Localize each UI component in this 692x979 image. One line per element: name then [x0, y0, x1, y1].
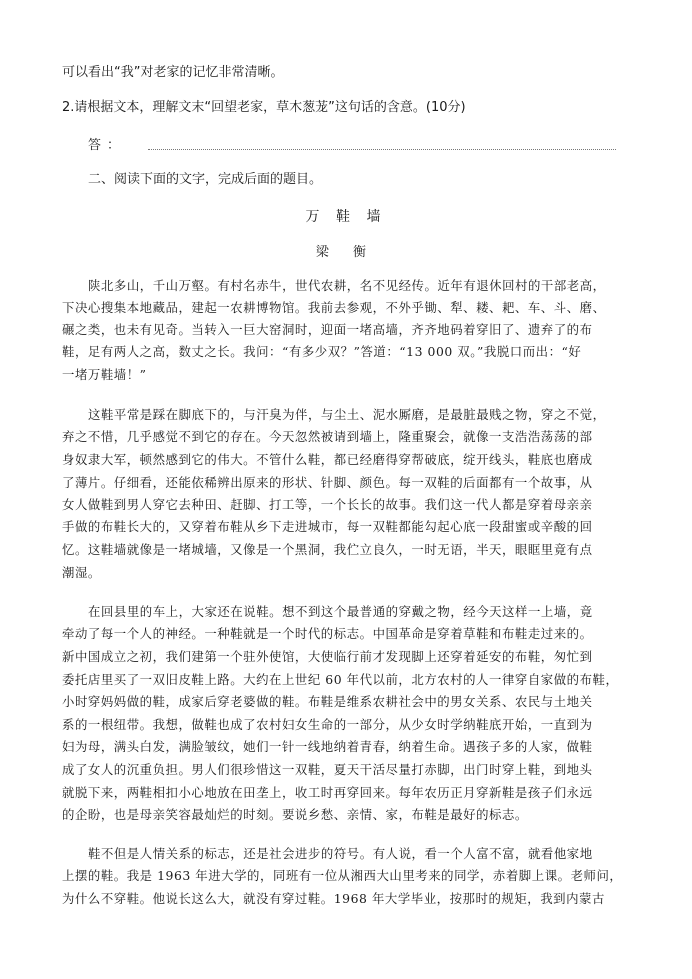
article-line: 鞋，足有两人之高，数丈之长。我问：“有多少双？”答道：“13 000 双。”我脱口而出：“好: [62, 344, 582, 359]
article-line: 牵动了每一个人的神经。一种鞋就是一个时代的标志。中国革命是穿着草鞋和布鞋走过来的。: [62, 626, 593, 641]
article-line: 下决心搜集本地藏品，建起一农耕博物馆。我前去参观，不外乎锄、犁、耧、耙、车、斗、磨、: [62, 300, 606, 315]
answer-label: 答：: [88, 137, 127, 153]
article-line: 弃之不惜，几乎感觉不到它的存在。今天忽然被请到墙上，隆重聚会，就像一支浩浩荡荡的部: [62, 429, 593, 444]
article-line: 委托店里买了一双旧皮鞋上路。大约在上世纪 60 年代以前，北方农村的人一律穿自家做的布鞋，: [62, 672, 619, 687]
article-line: 新中国成立之初，我们建第一个驻外使馆，大使临行前才发现脚上还穿着延安的布鞋，匆忙到: [62, 649, 593, 664]
section-2-heading: 二、阅读下面的文字，完成后面的题目。: [88, 172, 323, 187]
article-line: 手做的布鞋长大的，又穿着布鞋从乡下走进城市，每一双鞋都能勾起心底一段甜蜜或辛酸的回: [62, 519, 593, 534]
article-line: 潮湿。: [62, 565, 101, 580]
article-line: 就脱下来，两鞋相扣小心地放在田垄上，收工时再穿回来。每年农历正月穿新鞋是孩子们永远: [62, 785, 593, 800]
article-line: 小时穿妈妈做的鞋，成家后穿老婆做的鞋。布鞋是维系农耕社会中的男女关系、农民与土地关: [62, 694, 593, 709]
previous-answer-line: 可以看出“我”对老家的记忆非常清晰。: [62, 65, 284, 80]
question-2: 2.请根据文本，理解文末“回望老家，草木葱茏”这句话的含意。(10分): [62, 100, 466, 115]
article-line: 为什么不穿鞋。他说长这么大，就没有穿过鞋。1968 年大学毕业，按那时的规矩，我到内蒙古: [62, 891, 605, 906]
article-line: 陕北多山，千山万壑。有村名赤牛，世代农耕，名不见经传。近年有退休回村的干部老高，: [88, 278, 606, 293]
article-line: 的企盼，也是母亲笑容最灿烂的时刻。要说乡愁、亲情、家，布鞋是最好的标志。: [62, 807, 528, 822]
article-line: 妇为母，满头白发，满脸皱纹，她们一针一线地纳着青春，纳着生命。遇孩子多的人家，做鞋: [62, 739, 593, 754]
answer-area: [88, 134, 616, 152]
article-line: 了薄片。仔细看，还能依稀辨出原来的形状、针脚、颜色。每一双鞋的后面都有一个故事，从: [62, 475, 593, 490]
article-line: 忆。这鞋墙就像是一堵城墙，又像是一个黑洞，我伫立良久，一时无语，半天，眼眶里竟有点: [62, 542, 593, 557]
article-line: 一堵万鞋墙！”: [62, 367, 147, 382]
article-line: 系的一根纽带。我想，做鞋也成了农村妇女生命的一部分，从少女时学纳鞋底开始，一直到为: [62, 717, 593, 732]
answer-blank-line[interactable]: [148, 137, 616, 150]
article-line: 成了女人的沉重负担。男人们很珍惜这一双鞋，夏天干活尽量打赤脚，出门时穿上鞋，到地头: [62, 762, 593, 777]
article-title: 万 鞋 墙: [305, 209, 387, 225]
article-line: 在回县里的车上，大家还在说鞋。想不到这个最普通的穿戴之物，经今天这样一上墙，竟: [88, 604, 593, 619]
article-line: 上摆的鞋。我是 1963 年进大学的，同班有一位从湘西大山里考来的同学，赤着脚上课。老师问，: [62, 868, 623, 883]
article-line: 鞋不但是人情关系的标志，还是社会进步的符号。有人说，看一个人富不富，就看他家地: [88, 846, 593, 861]
article-author: 梁 衡: [315, 245, 377, 260]
article-line: 这鞋平常是踩在脚底下的，与汗臭为伴，与尘土、泥水厮磨，是最脏最贱之物，穿之不觉，: [88, 407, 606, 422]
article-line: 女人做鞋到男人穿它去种田、赶脚、打工等，一个长长的故事。我们这一代人都是穿着母亲亲: [62, 497, 593, 512]
article-line: 碾之类，也未有见奇。当转入一巨大窑洞时，迎面一堵高墙，齐齐地码着穿旧了、遗弃了的布: [62, 322, 593, 337]
article-line: 身奴隶大军，顿然感到它的伟大。不管什么鞋，都已经磨得穿帮破底，绽开线头，鞋底也磨成: [62, 452, 593, 467]
